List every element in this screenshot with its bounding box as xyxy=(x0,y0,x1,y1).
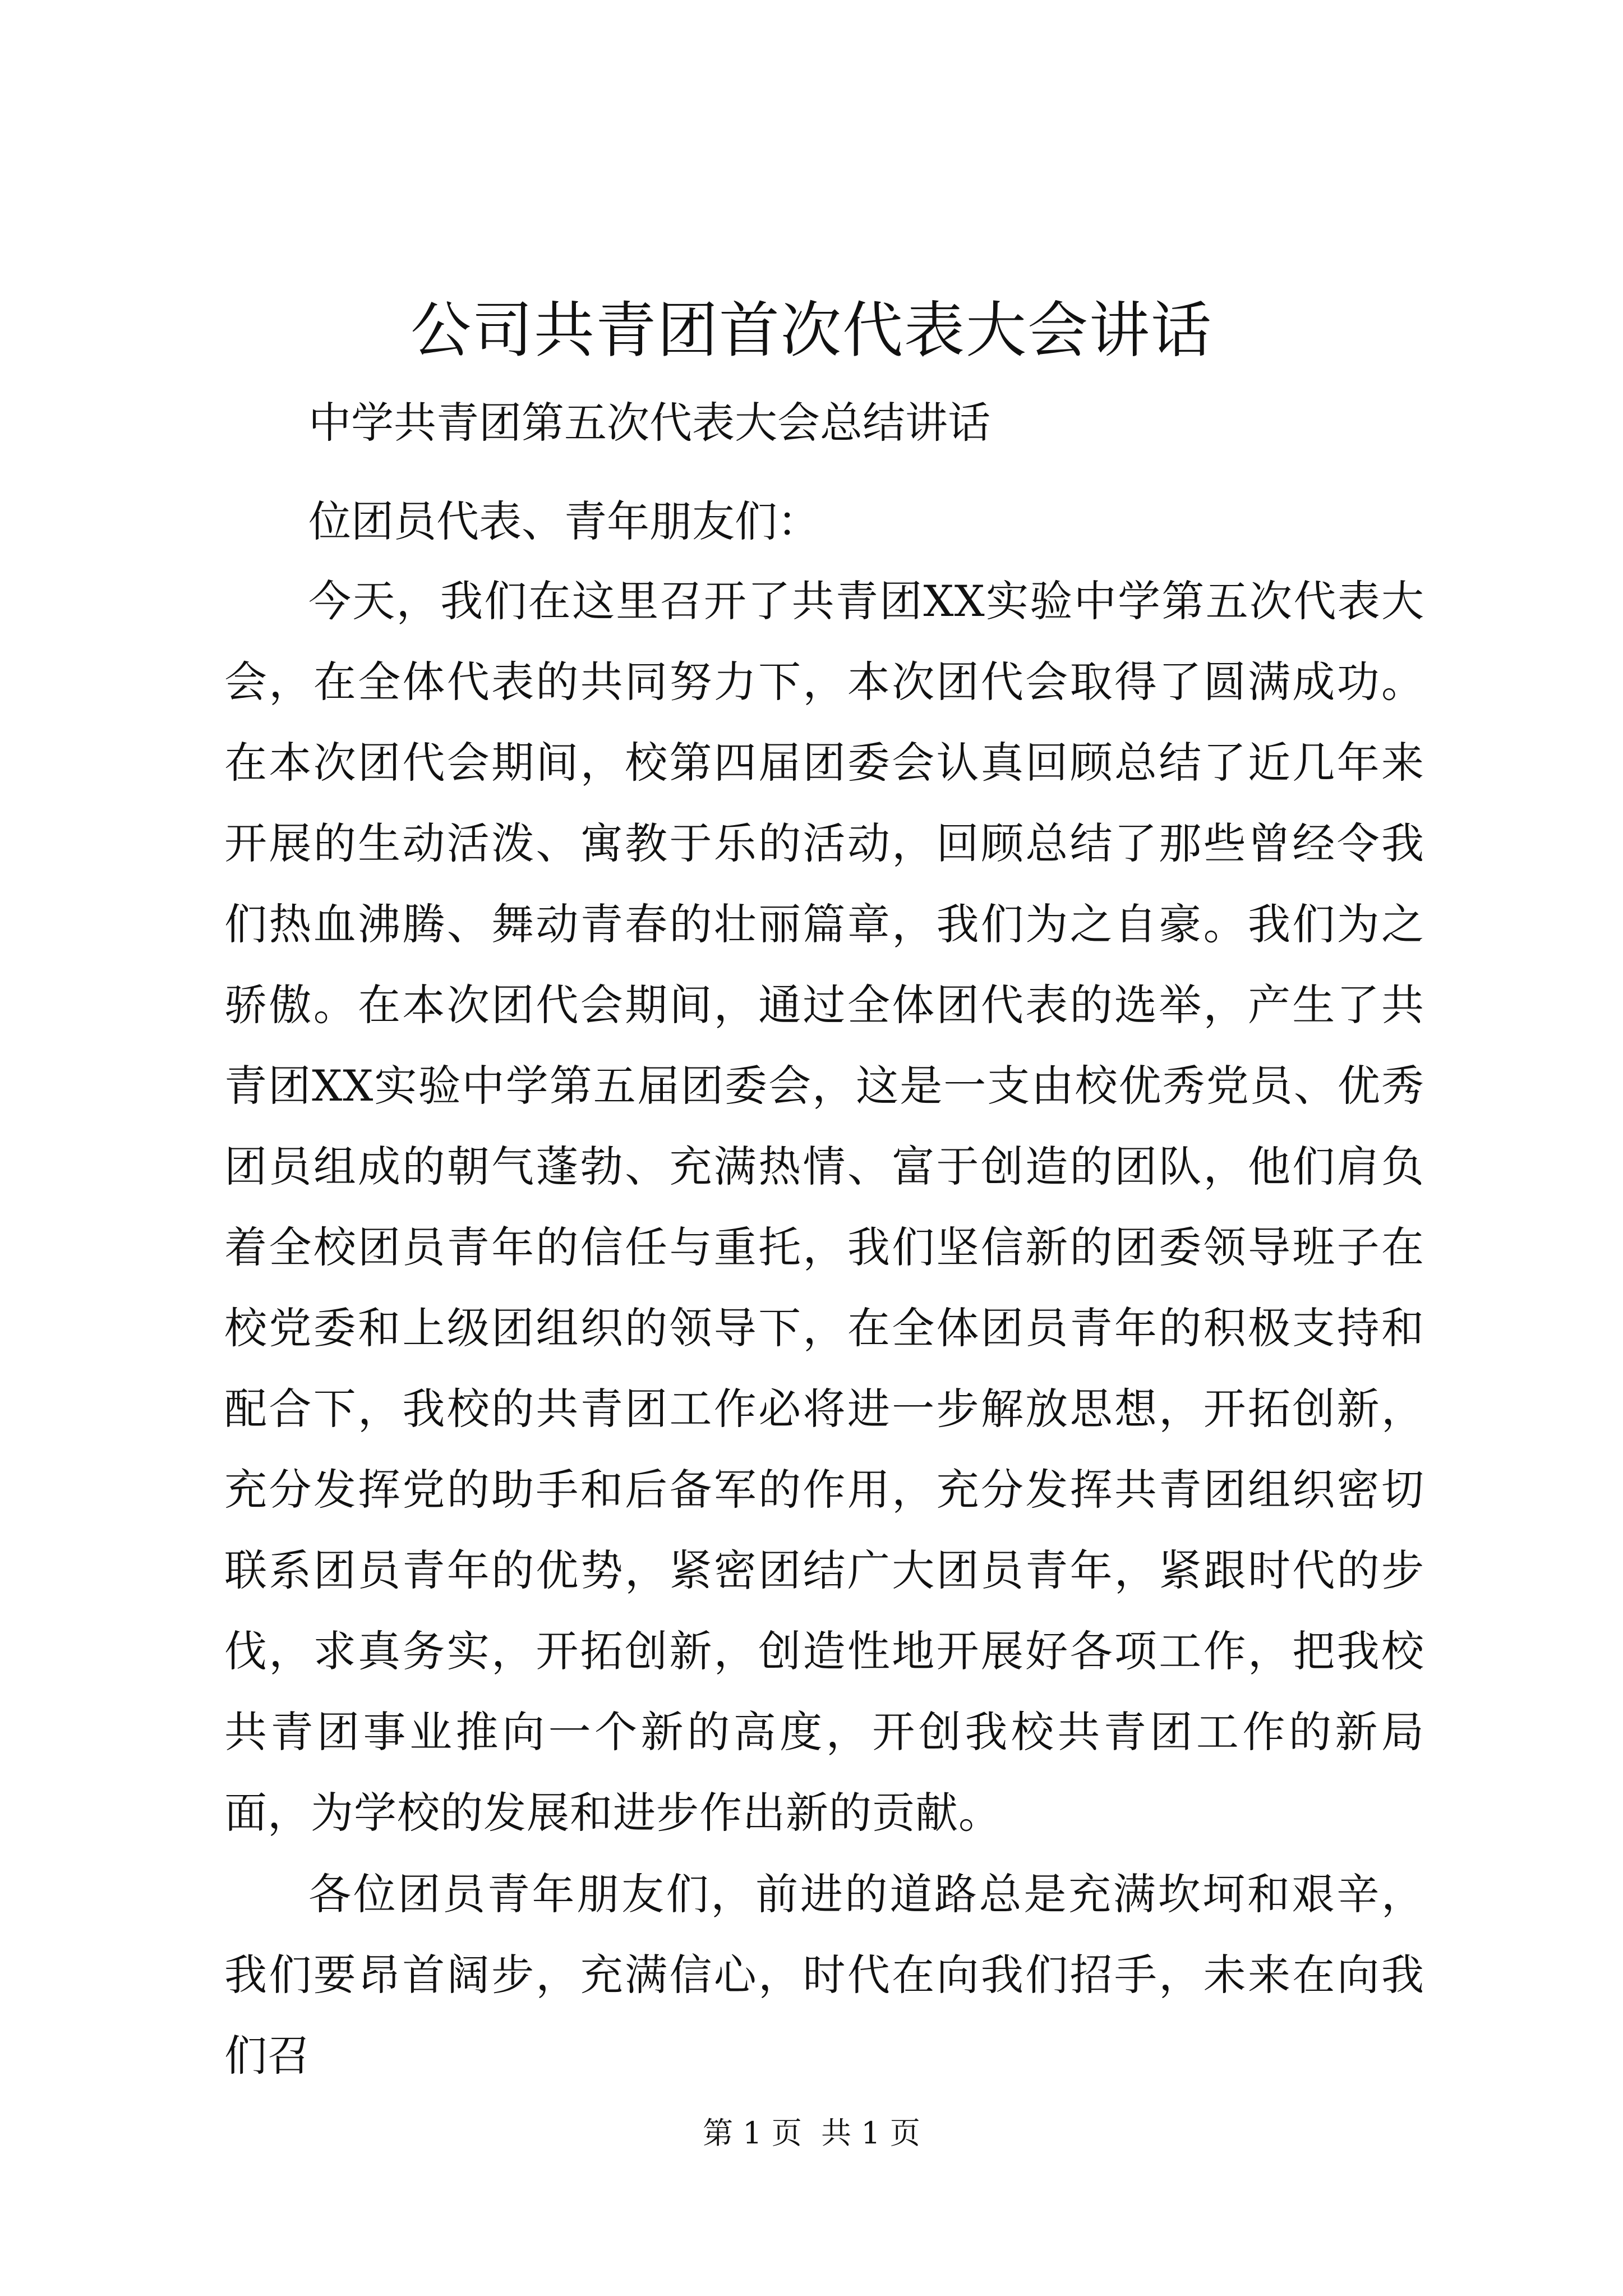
salutation: 位团员代表、青年朋友们： xyxy=(308,496,820,546)
page-number-label: 第 1 页 共 1 页 xyxy=(703,2115,920,2151)
document-title: 公司共青团首次代表大会讲话 xyxy=(410,296,1212,366)
body-paragraph: 各位团员青年朋友们，前进的道路总是充满坎坷和艰辛，我们要昂首阔步，充满信心，时代在向我们招手，未来在向我们召 xyxy=(224,1869,1424,2081)
body-paragraph: 今天，我们在这里召开了共青团XX实验中学第五次代表大会，在全体代表的共同努力下，本次团代会取得了圆满成功。在本次团代会期间，校第四届团委会认真回顾总结了近几年来开展的生动活泼、寓教于乐的活动，回顾总结了那些曾经令我们热血沸腾、舞动青春的壮丽篇章，我们为之自豪。我们为之骄傲。在本次团代会期间，通过全体团代表的选举，产生了共青团XX实验中学第五届团委会，这是一支由校优秀党员、优秀团员组成的朝气蓬勃、充满热情、富于创造的团队，他们肩负着全校团员青年的信任与重托，我们坚信新的团委领导班子在校党委和上级团组织的领导下，在全体团员青年的积极支持和配合下，我校的共青团工作必将进一步解放思想，开拓创新，充分发挥党的助手和后备军的作用，充分发挥共青团组织密切联系团员青年的优势，紧密团结广大团员青年，紧跟时代的步伐，求真务实，开拓创新，创造性地开展好各项工作，把我校共青团事业推向一个新的高度，开创我校共青团工作的新局面，为学校的发展和进步作出新的贡献。 xyxy=(224,576,1424,1838)
page-footer xyxy=(0,2114,1623,2153)
document-subheading: 中学共青团第五次代表大会总结讲话 xyxy=(308,398,990,448)
